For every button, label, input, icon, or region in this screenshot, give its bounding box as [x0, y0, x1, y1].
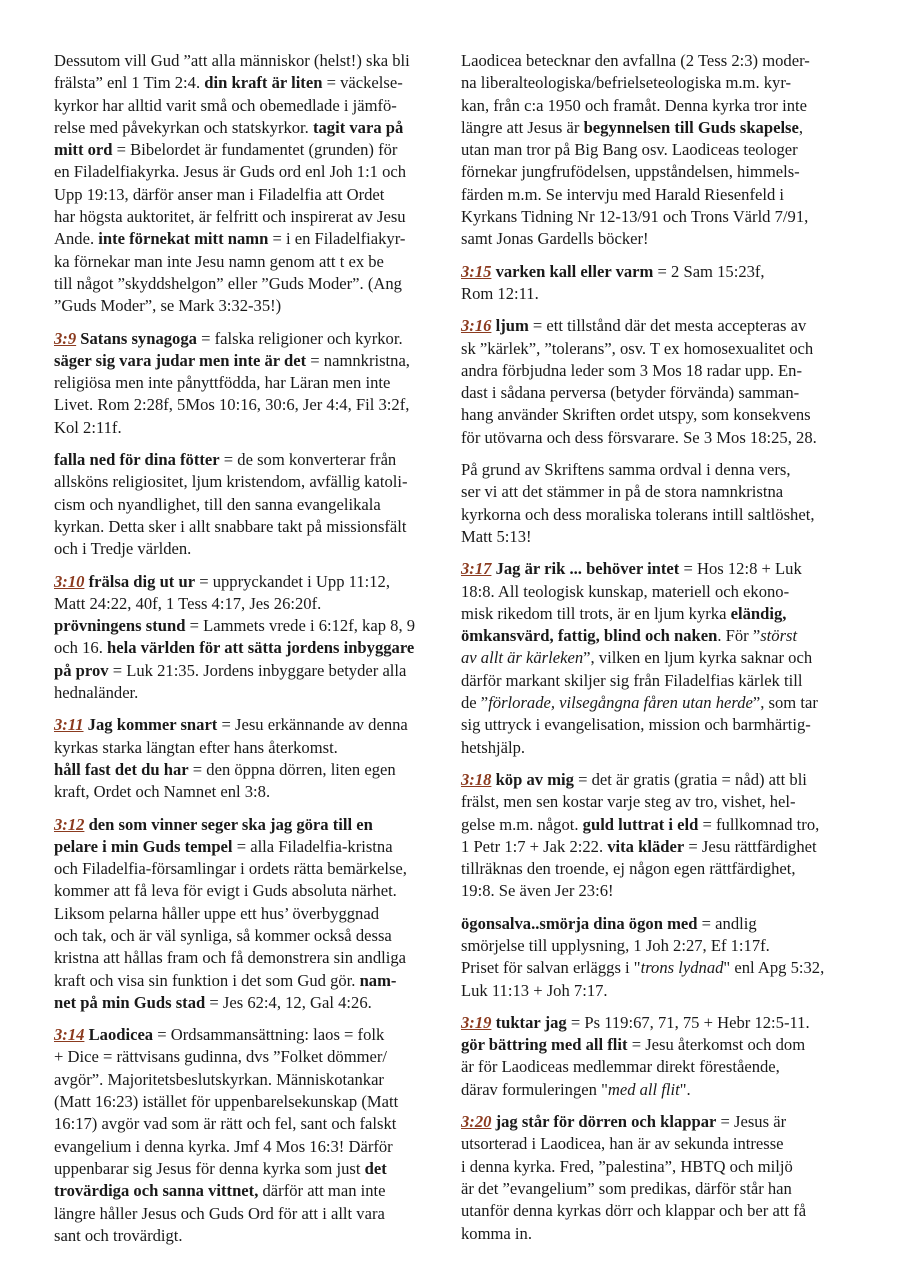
text-line: [461, 737, 853, 759]
text-line: [54, 449, 446, 471]
bold-term: hela världen för att sätta jordens inbyggare: [107, 638, 415, 658]
text-span: därav formuleringen ": [461, 1079, 608, 1099]
text-line: [461, 558, 853, 580]
text-span: (Matt 16:23) istället för uppenbarelsekunskap (Matt: [54, 1092, 399, 1112]
text-span: kraft, Ordet och Namnet enl 3:8.: [54, 782, 271, 802]
text-line: [461, 814, 853, 836]
text-span: är det ”evangelium” som predikas, därför står han: [461, 1178, 792, 1198]
text-span: längre håller Jesus och Guds Ord för att i allt vara: [54, 1203, 385, 1223]
text-span: sk ”kärlek”, ”tolerans”, osv. T ex homosexualitet och: [461, 338, 814, 358]
text-line: [461, 459, 853, 481]
text-span: frälst, men sen kostar varje steg av tro, vishet, hel-: [461, 792, 796, 812]
text-span: = Jesu erkännande av denna: [217, 715, 408, 735]
text-span: allsköns religiositet, ljum kristendom, avfällig katoli-: [54, 472, 408, 492]
text-span: = Luk 21:35. Jordens inbyggare betyder alla: [108, 660, 407, 680]
bold-term: tuktar jag: [495, 1012, 567, 1032]
bold-term: köp av mig: [495, 769, 574, 789]
text-line: [461, 139, 853, 161]
text-line: [461, 382, 853, 404]
text-line: [54, 858, 446, 880]
text-span: + Dice = rättvisans gudinna, dvs ”Folket dömmer/: [54, 1047, 388, 1067]
text-line: [461, 769, 853, 791]
text-line: [461, 427, 853, 449]
text-span: för utövarna och dess försvarare. Se 3 Mos 18:25, 28.: [461, 427, 817, 447]
text-line: [461, 957, 853, 979]
text-span: frälsta” enl 1 Tim 2:4.: [54, 73, 205, 93]
paragraph: [461, 459, 853, 548]
text-line: [461, 1079, 853, 1101]
bold-term: Laodicea: [88, 1025, 154, 1045]
text-span: ka förnekar man inte Jesu namn genom att t ex be: [54, 251, 384, 271]
text-line: [54, 394, 446, 416]
text-span: förnekar jungfrufödelsen, uppståndelsen, himmels-: [461, 162, 800, 182]
text-line: [54, 1024, 446, 1046]
text-line: [461, 692, 853, 714]
text-line: [461, 858, 853, 880]
text-span: 19:8. Se även Jer 23:6!: [461, 881, 614, 901]
text-line: [54, 72, 446, 94]
text-line: [461, 404, 853, 426]
text-span: hednaländer.: [54, 683, 139, 703]
text-span: därför att man inte: [258, 1181, 386, 1201]
bold-term: håll fast det du har: [54, 759, 189, 779]
text-line: [54, 1113, 446, 1135]
text-span: = Hos 12:8 + Luk: [679, 559, 802, 579]
text-span: Dessutom vill Gud ”att alla människor (helst!) ska bli: [54, 51, 410, 70]
text-span: Upp 19:13, därför anser man i Filadelfia att Ordet: [54, 184, 385, 204]
text-span: Kol 2:11f.: [54, 417, 122, 437]
text-line: [54, 903, 446, 925]
text-line: [54, 538, 446, 560]
text-span: = fullkomnad tro,: [698, 814, 820, 834]
text-line: [54, 471, 446, 493]
text-line: [54, 228, 446, 250]
bold-term: ögonsalva..smörja dina ögon med: [461, 913, 698, 933]
text-span: och Filadelfia-församlingar i ordets rätta bemärkelse,: [54, 859, 407, 879]
text-span: kraft och visa sin funktion i det som Gud gör.: [54, 970, 360, 990]
text-line: [461, 1178, 853, 1200]
text-line: [461, 315, 853, 337]
text-line: [54, 781, 446, 803]
text-span: 16:17) avgör vad som är rätt och fel, sant och falskt: [54, 1114, 397, 1134]
text-line: [461, 72, 853, 94]
text-line: [461, 283, 853, 305]
paragraph: [461, 261, 853, 306]
text-line: [54, 1203, 446, 1225]
text-span: längre att Jesus är: [461, 117, 584, 137]
text-span: = andlig: [697, 913, 757, 933]
text-line: [461, 50, 853, 72]
text-span: uppenbarar sig Jesus för denna kyrka som just: [54, 1158, 365, 1178]
bold-term: falla ned för dina fötter: [54, 450, 220, 470]
text-span: andra förbjudna leder som 3 Mos 18 radar upp. En-: [461, 360, 802, 380]
text-span: till något ”skyddshelgon” eller ”Guds Moder”. (Ang: [54, 273, 402, 293]
paragraph: [461, 315, 853, 449]
paragraph: [54, 571, 446, 705]
text-span: = Lammets vrede i 6:12f, kap 8, 9: [185, 616, 416, 636]
bold-term: vita kläder: [607, 836, 685, 856]
text-span: = 2 Sam 15:23f,: [653, 261, 765, 281]
right-column: [461, 50, 853, 1255]
bold-term: nam-: [359, 970, 397, 990]
text-span: och 16.: [54, 638, 107, 658]
verse-reference: 3:11: [54, 715, 84, 735]
italic-phrase: av allt är kärleken: [461, 648, 584, 668]
paragraph: [461, 769, 853, 903]
text-span: Kyrkans Tidning Nr 12-13/91 och Trons Värld 7/91,: [461, 207, 809, 227]
verse-reference: 3:15: [461, 261, 492, 281]
bold-term: begynnelsen till Guds skapelse: [583, 117, 799, 137]
text-span: " enl Apg 5:32,: [723, 958, 825, 978]
text-span: = falska religioner och kyrkor.: [196, 328, 403, 348]
text-span: och i Tredje världen.: [54, 539, 192, 559]
text-line: [54, 251, 446, 273]
text-line: [54, 95, 446, 117]
bold-term: din kraft är liten: [204, 73, 323, 93]
text-line: [461, 1012, 853, 1034]
text-span: sig uttryck i evangelisation, mission och barmhärtig-: [461, 715, 811, 735]
text-span: evangelium i denna kyrka. Jmf 4 Mos 16:3! Därför: [54, 1136, 393, 1156]
text-span: cism och nyandlighet, till den sanna evangelikala: [54, 494, 381, 514]
text-line: [461, 980, 853, 1002]
bold-term: pelare i min Guds tempel: [54, 836, 233, 856]
text-line: [54, 737, 446, 759]
verse-reference: 3:17: [461, 559, 492, 579]
bold-term: frälsa dig ut ur: [88, 571, 196, 591]
text-line: [54, 992, 446, 1014]
text-line: [461, 228, 853, 250]
text-span: = Bibelordet är fundamentet (grunden) för: [112, 140, 398, 160]
text-span: hang använder Skriften ordet utspy, som konsekvens: [461, 405, 811, 425]
verse-reference: 3:10: [54, 571, 85, 591]
bold-term: trovärdiga och sanna vittnet,: [54, 1181, 259, 1201]
text-line: [54, 350, 446, 372]
text-span: På grund av Skriftens samma ordval i denna vers,: [461, 460, 791, 480]
text-span: utan man tror på Big Bang osv. Laodiceas teologer: [461, 140, 798, 160]
text-line: [461, 360, 853, 382]
text-span: därför markant skiljer sig från Filadelfias kärlek till: [461, 670, 803, 690]
text-span: = uppryckandet i Upp 11:12,: [195, 571, 390, 591]
text-span: utsorterad i Laodicea, han är av sekunda intresse: [461, 1134, 784, 1154]
text-line: [461, 338, 853, 360]
verse-reference: 3:18: [461, 769, 492, 789]
text-span: ,: [798, 117, 804, 137]
text-span: de ”: [461, 693, 489, 713]
text-span: Matt 5:13!: [461, 526, 532, 546]
italic-phrase: med all flit: [607, 1079, 680, 1099]
text-line: [461, 1133, 853, 1155]
text-line: [54, 682, 446, 704]
paragraph: [54, 814, 446, 1015]
text-span: ”, som tar: [752, 693, 818, 713]
paragraph: [54, 1024, 446, 1247]
left-column: [54, 50, 446, 1257]
text-span: Priset för salvan erläggs i ": [461, 958, 641, 978]
text-line: [461, 504, 853, 526]
text-line: [54, 615, 446, 637]
text-line: [54, 637, 446, 659]
text-line: [461, 206, 853, 228]
text-line: [54, 1225, 446, 1247]
paragraph: [461, 558, 853, 759]
bold-term: ljum: [495, 316, 529, 336]
bold-term: det: [364, 1158, 387, 1178]
text-span: Livet. Rom 2:28f, 5Mos 10:16, 30:6, Jer 4:4, Fil 3:2f,: [54, 395, 410, 415]
text-line: [461, 481, 853, 503]
text-span: kristna att hållas fram och få demonstrera sin andliga: [54, 948, 407, 968]
text-line: [461, 625, 853, 647]
text-span: 18:8. All teologisk kunskap, materiell och ekono-: [461, 581, 790, 601]
text-line: [54, 50, 446, 72]
text-line: [54, 1046, 446, 1068]
text-span: avgör”. Majoritetsbeslutskyrkan. Människotankar: [54, 1069, 384, 1089]
text-span: Ande.: [54, 229, 99, 249]
text-line: [54, 970, 446, 992]
bold-term: inte förnekat mitt namn: [98, 229, 269, 249]
text-span: = Jes 62:4, 12, Gal 4:26.: [205, 992, 372, 1012]
text-span: sant och trovärdigt.: [54, 1225, 183, 1245]
text-span: hetshjälp.: [461, 737, 526, 757]
text-line: [54, 184, 446, 206]
text-span: har högsta auktoritet, är felfritt och inspirerat av Jesu: [54, 207, 406, 227]
text-line: [461, 1200, 853, 1222]
text-span: dast i sådana perversa (betyder förvända) samman-: [461, 383, 800, 403]
text-line: [461, 526, 853, 548]
text-span: Liksom pelarna håller uppe ett hus’ överbyggnad: [54, 903, 380, 923]
text-span: kyrkas starka längtan efter hans återkomst.: [54, 737, 338, 757]
bold-term: ömkansvärd, fattig, blind och naken: [461, 626, 718, 646]
text-span: na liberalteologiska/befrielseteologiska m.m. kyr-: [461, 73, 792, 93]
text-line: [461, 670, 853, 692]
bold-term: varken kall eller varm: [495, 261, 654, 281]
bold-term: säger sig vara judar men inte är det: [54, 350, 307, 370]
text-line: [54, 571, 446, 593]
italic-phrase: trons lydnad: [640, 958, 724, 978]
text-line: [461, 1111, 853, 1133]
text-line: [461, 714, 853, 736]
text-span: = namnkristna,: [306, 350, 410, 370]
text-line: [54, 161, 446, 183]
text-line: [461, 913, 853, 935]
text-line: [54, 372, 446, 394]
text-line: [54, 814, 446, 836]
text-span: = Ordsammansättning: laos = folk: [153, 1025, 385, 1045]
text-line: [54, 1180, 446, 1202]
text-line: [54, 139, 446, 161]
bold-term: gör bättring med all flit: [461, 1035, 628, 1055]
bold-term: net på min Guds stad: [54, 992, 206, 1012]
text-span: i denna kyrka. Fred, ”palestina”, HBTQ och miljö: [461, 1156, 793, 1176]
text-line: [54, 417, 446, 439]
text-span: . För ”: [717, 626, 761, 646]
text-line: [54, 295, 446, 317]
text-span: 1 Petr 1:7 + Jak 2:22.: [461, 836, 608, 856]
verse-reference: 3:16: [461, 316, 492, 336]
bold-term: guld luttrat i eld: [582, 814, 699, 834]
text-line: [461, 161, 853, 183]
text-span: Matt 24:22, 40f, 1 Tess 4:17, Jes 26:20f.: [54, 593, 322, 613]
text-span: = Ps 119:67, 71, 75 + Hebr 12:5-11.: [566, 1012, 810, 1032]
text-line: [54, 1158, 446, 1180]
text-line: [461, 184, 853, 206]
text-span: = Jesus är: [716, 1112, 787, 1132]
bold-term: eländig,: [730, 603, 787, 623]
text-line: [461, 935, 853, 957]
text-span: kommer att få leva för evigt i Guds absoluta närhet.: [54, 881, 397, 901]
bold-term: Jag är rik ... behöver intet: [495, 559, 680, 579]
text-span: kan, från c:a 1950 och framåt. Denna kyrka tror inte: [461, 95, 808, 115]
text-span: är för Laodiceas medlemmar direkt förestående,: [461, 1057, 780, 1077]
text-line: [461, 647, 853, 669]
text-line: [54, 273, 446, 295]
text-span: smörjelse till upplysning, 1 Joh 2:27, Ef 1:17f.: [461, 935, 770, 955]
bold-term: den som vinner seger ska jag göra till en: [88, 814, 373, 834]
text-span: kyrkan. Detta sker i allt snabbare takt på missionsfält: [54, 516, 407, 536]
text-span: = i en Filadelfiakyr-: [268, 229, 406, 249]
text-line: [54, 714, 446, 736]
bold-term: på prov: [54, 660, 109, 680]
text-line: [54, 206, 446, 228]
text-line: [461, 836, 853, 858]
text-span: = väckelse-: [322, 73, 403, 93]
bold-term: Jag kommer snart: [87, 715, 218, 735]
text-line: [461, 791, 853, 813]
text-span: samt Jonas Gardells böcker!: [461, 229, 649, 249]
text-span: kyrkor har alltid varit små och obemedlade i jämfö-: [54, 95, 397, 115]
italic-phrase: störst: [760, 626, 798, 646]
text-span: = Jesu återkomst och dom: [627, 1035, 806, 1055]
text-line: [461, 880, 853, 902]
text-line: [461, 1056, 853, 1078]
text-line: [54, 880, 446, 902]
text-line: [461, 117, 853, 139]
text-span: Luk 11:13 + Joh 7:17.: [461, 980, 608, 1000]
text-line: [54, 117, 446, 139]
text-span: Rom 12:11.: [461, 283, 539, 303]
text-line: [54, 925, 446, 947]
text-span: religiösa men inte pånyttfödda, har Läran men inte: [54, 373, 391, 393]
text-line: [54, 328, 446, 350]
paragraph: [461, 1111, 853, 1245]
text-span: färden m.m. Se intervju med Harald Riesenfeld i: [461, 184, 785, 204]
text-span: och tak, och är väl synliga, så kommer också dessa: [54, 925, 392, 945]
text-line: [54, 759, 446, 781]
paragraph: [461, 913, 853, 1002]
text-span: = de som konverterar från: [219, 450, 397, 470]
text-span: ”, vilken en ljum kyrka saknar och: [583, 648, 813, 668]
italic-phrase: förlorade, vilsegångna fåren utan herde: [488, 693, 753, 713]
text-span: komma in.: [461, 1223, 532, 1243]
text-span: ”Guds Moder”, se Mark 3:32-35!): [54, 296, 282, 316]
text-line: [54, 1091, 446, 1113]
verse-reference: 3:14: [54, 1025, 85, 1045]
text-span: = alla Filadelfia-kristna: [232, 836, 393, 856]
text-line: [461, 1223, 853, 1245]
bold-term: Satans synagoga: [80, 328, 197, 348]
text-span: misk rikedom till trots, är en ljum kyrka: [461, 603, 731, 623]
text-span: = ett tillstånd där det mesta accepteras av: [528, 316, 807, 336]
text-line: [461, 581, 853, 603]
text-span: ser vi att det stämmer in på de stora namnkristna: [461, 482, 784, 502]
text-span: utanför denna kyrkas dörr och klappar och ber att få: [461, 1201, 807, 1221]
text-line: [54, 1136, 446, 1158]
text-span: ".: [679, 1079, 691, 1099]
text-line: [461, 603, 853, 625]
paragraph: [461, 50, 853, 251]
text-line: [54, 494, 446, 516]
bold-term: prövningens stund: [54, 616, 186, 636]
bold-term: jag står för dörren och klappar: [495, 1112, 717, 1132]
paragraph: [461, 1012, 853, 1101]
text-line: [461, 1034, 853, 1056]
paragraph: [54, 714, 446, 803]
text-span: gelse m.m. något.: [461, 814, 583, 834]
verse-reference: 3:20: [461, 1112, 492, 1132]
text-line: [461, 1156, 853, 1178]
text-line: [461, 261, 853, 283]
text-line: [461, 95, 853, 117]
text-span: kyrkorna och dess moraliska tolerans intill saltlöshet,: [461, 504, 815, 524]
text-span: relse med påvekyrkan och statskyrkor.: [54, 117, 313, 137]
verse-reference: 3:12: [54, 814, 85, 834]
text-line: [54, 836, 446, 858]
text-span: = det är gratis (gratia = nåd) att bli: [573, 769, 807, 789]
text-line: [54, 516, 446, 538]
verse-reference: 3:9: [54, 328, 77, 348]
paragraph: [54, 449, 446, 560]
text-span: = Jesu rättfärdighet: [684, 836, 817, 856]
paragraph: [54, 50, 446, 318]
text-span: = den öppna dörren, liten egen: [188, 759, 396, 779]
text-line: [54, 947, 446, 969]
paragraph: [54, 328, 446, 439]
text-line: [54, 1069, 446, 1091]
text-span: en Filadelfiakyrka. Jesus är Guds ord enl Joh 1:1 och: [54, 162, 407, 182]
text-line: [54, 593, 446, 615]
bold-term: mitt ord: [54, 140, 113, 160]
bold-term: tagit vara på: [312, 117, 404, 137]
text-span: tillräknas den troende, ej någon egen rättfärdighet,: [461, 859, 796, 879]
text-span: Laodicea betecknar den avfallna (2 Tess 2:3) moder-: [461, 51, 810, 70]
verse-reference: 3:19: [461, 1012, 492, 1032]
text-line: [54, 660, 446, 682]
